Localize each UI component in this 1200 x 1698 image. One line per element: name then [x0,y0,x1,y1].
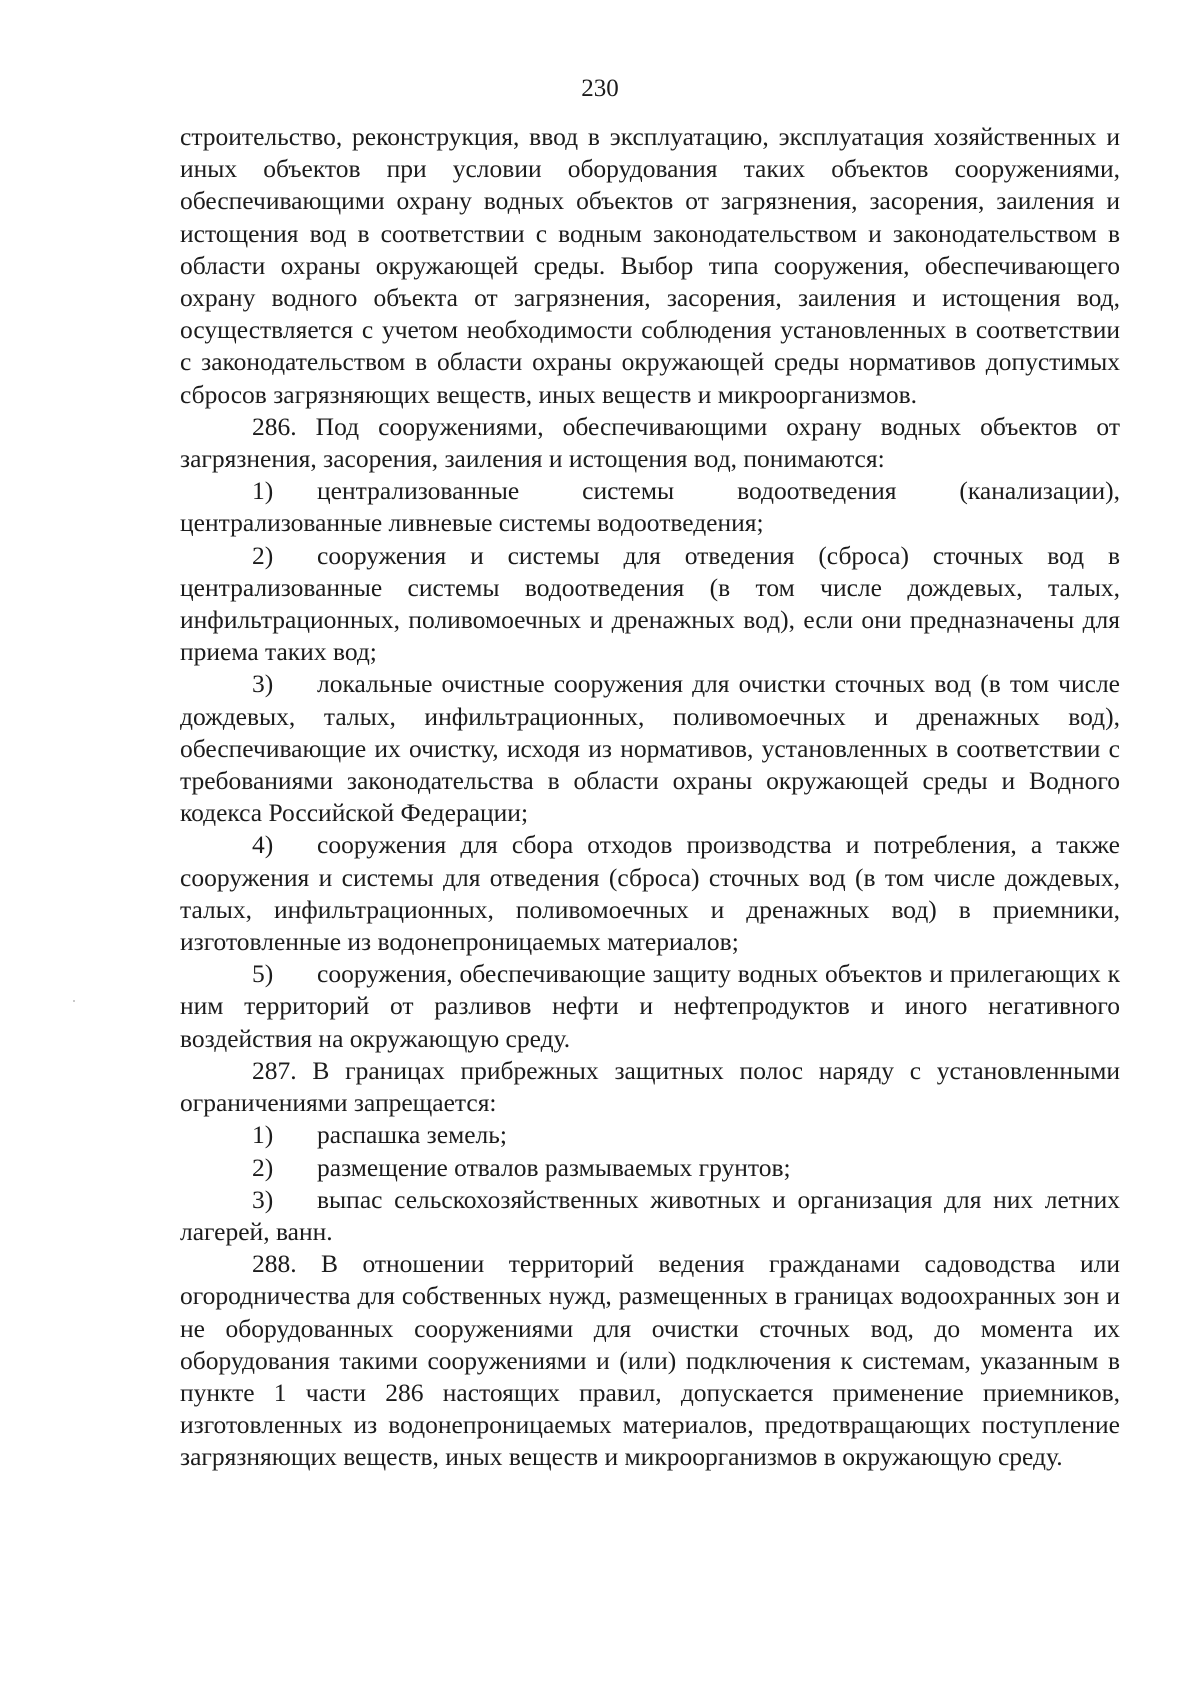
list-item: 5) сооружения, обеспечивающие защиту водных объектов и прилегающих к ним территорий от разливов нефти и нефтепродуктов и иного негативного воздействия на окружающую среду. [180,959,1120,1053]
paragraph-continuation: строительство, реконструкция, ввод в эксплуатацию, эксплуатация хозяйственных и иных объектов при условии оборудования таких объектов сооружениями, обеспечивающими охрану водных объектов от загрязнения, засорения, заиления и истощения вод в соответствии с водным законодательством и законодательством в области охраны окружающей среды. Выбор типа сооружения, обеспечивающего охрану водного объекта от загрязнения, засорения, заиления и истощения вод, осуществляется с учетом необходимости соблюдения установленных в соответствии с законодательством в области охраны окружающей среды нормативов допустимых сбросов загрязняющих веществ, иных веществ и микроорганизмов. [180,122,1120,409]
item-number: 1) [252,476,274,506]
list-item: 1) централизованные системы водоотведения (канализации), централизованные ливневые системы водоотведения; [180,476,1120,538]
item-number: 2) [252,540,274,570]
list-item: 1) распашка земель; [180,1119,1120,1151]
list-item: 2) сооружения и системы для отведения (сброса) сточных вод в централизованные системы водоотведения (в том числе дождевых, талых, инфильтрационных, поливомоечных и дренажных вод), если они предназначены для приема таких вод; [180,540,1120,667]
scan-artifact [73,1000,75,1002]
list-item: 2) размещение отвалов размываемых грунтов; [180,1152,1120,1184]
item-number: 4) [252,830,274,860]
page-number: 230 [581,75,619,102]
list-item: 3) выпас сельскохозяйственных животных и организация для них летних лагерей, ванн. [180,1184,1120,1246]
list-item: 3) локальные очистные сооружения для очистки сточных вод (в том числе дождевых, талых, инфильтрационных, поливомоечных и дренажных вод), обеспечивающие их очистку, исходя из нормативов, установленных в соответствии с требованиями законодательства в области охраны окружающей среды и Водного кодекса Российской Федерации; [180,669,1120,828]
item-number: 2) [252,1152,274,1182]
item-number: 3) [252,1184,274,1214]
clause-287: 287. В границах прибрежных защитных полос наряду с установленными ограничениями запрещается: [180,1055,1120,1118]
document-body [180,121,1120,1474]
list-item: 4) сооружения для сбора отходов производства и потребления, а также сооружения и системы для отведения (сброса) сточных вод (в том числе дождевых, талых, инфильтрационных, поливомоечных и дренажных вод) в приемники, изготовленные из водонепроницаемых материалов; [180,830,1120,957]
item-number: 5) [252,959,274,989]
item-number: 3) [252,669,274,699]
clause-288: 288. В отношении территорий ведения гражданами садоводства или огородничества для собственных нужд, размещенных в границах водоохранных зон и не оборудованных сооружениями для очистки сточных вод, до момента их оборудования такими сооружениями и (или) подключения к системам, указанным в пункте 1 части 286 настоящих правил, допускается применение приемников, изготовленных из водонепроницаемых материалов, предотвращающих поступление загрязняющих веществ, иных веществ и микроорганизмов в окружающую среду. [180,1249,1120,1472]
item-number: 1) [252,1120,274,1150]
clause-286: 286. Под сооружениями, обеспечивающими охрану водных объектов от загрязнения, засорения, заиления и истощения вод, понимаются: [180,411,1120,474]
